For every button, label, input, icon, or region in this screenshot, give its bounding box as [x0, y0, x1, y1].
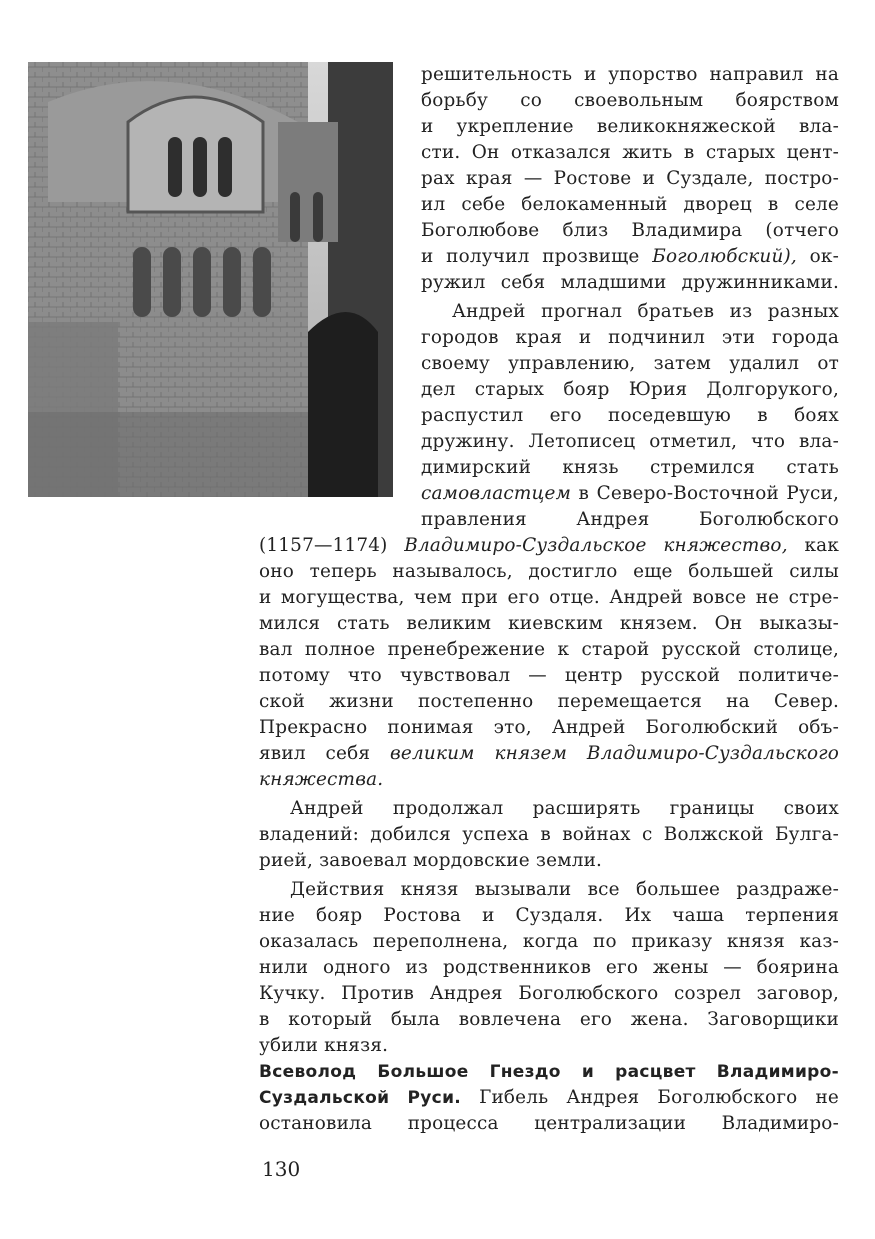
text-line: борьбу со своевольным боярством [421, 90, 839, 111]
text-line: оказалась переполнена, когда по приказу князя каз- [259, 931, 839, 952]
text-line: Андрей продолжал расширять границы своих [290, 798, 839, 819]
text-line: вал полное пренебрежение к старой русской столице, [259, 639, 839, 660]
text-line: потому что чувствовал — центр русской политиче- [259, 665, 839, 686]
text-line: ской жизни постепенно перемещается на Север. [259, 691, 839, 712]
text-line: мился стать великим киевским князем. Он выказы- [259, 613, 839, 634]
text-line: решительность и упорство направил на [421, 64, 839, 85]
church-photo [28, 62, 393, 497]
text-line: Кучку. Против Андрея Боголюбского созрел заговор, [259, 983, 839, 1004]
church-tower-photo-icon [28, 62, 393, 497]
text-line: и укрепление великокняжеской вла- [421, 116, 839, 137]
text-line: (1157—1174) Владимиро-Суздальское княжество, как [259, 535, 840, 556]
text-line: Прекрасно понимая это, Андрей Боголюбский объ- [259, 717, 839, 738]
text-line: и могущества, чем при его отце. Андрей вовсе не стре- [259, 587, 839, 608]
section-heading-line: Всеволод Большое Гнездо и расцвет Владимиро- [259, 1062, 839, 1082]
text-line: самовластцем в Северо-Восточной Руси, [421, 483, 839, 504]
text-line: Боголюбове близ Владимира (отчего [421, 220, 839, 241]
text-line: дружину. Летописец отметил, что вла- [421, 431, 839, 452]
text-line: ружил себя младшими дружинниками. [421, 272, 839, 293]
page-number: 130 [262, 1157, 301, 1181]
text-line: явил себя великим князем Владимиро-Суздальского [259, 743, 839, 764]
text-line: убили князя. [259, 1035, 389, 1056]
text-line: рах края — Ростове и Суздале, постро- [421, 168, 839, 189]
section-heading-line: Суздальской Руси. Гибель Андрея Боголюбского не [259, 1087, 839, 1108]
text-line: ние бояр Ростова и Суздаля. Их чаша терпения [259, 905, 839, 926]
text-line: Андрей прогнал братьев из разных [452, 301, 839, 322]
text-line: правления Андрея Боголюбского [421, 509, 839, 530]
text-line: своему управлению, затем удалил от [421, 353, 839, 374]
text-line: остановила процесса централизации Владимиро- [259, 1113, 839, 1134]
text-line: в который была вовлечена его жена. Заговорщики [259, 1009, 839, 1030]
text-line: димирский князь стремился стать [421, 457, 839, 478]
text-line: распустил его поседевшую в боях [421, 405, 839, 426]
text-line: Действия князя вызывали все большее раздраже- [290, 879, 839, 900]
text-line: рией, завоевал мордовские земли. [259, 850, 603, 871]
text-line: городов края и подчинил эти города [421, 327, 839, 348]
text-line: владений: добился успеха в войнах с Волжской Булга- [259, 824, 839, 845]
text-line: дел старых бояр Юрия Долгорукого, [421, 379, 839, 400]
text-line: нили одного из родственников его жены — боярина [259, 957, 839, 978]
text-line: оно теперь называлось, достигло еще большей силы [259, 561, 839, 582]
text-line: княжества. [259, 769, 384, 790]
text-line: ил себе белокаменный дворец в селе [421, 194, 839, 215]
text-line: и получил прозвище Боголюбский), ок- [421, 246, 839, 267]
text-line: сти. Он отказался жить в старых цент- [421, 142, 839, 163]
